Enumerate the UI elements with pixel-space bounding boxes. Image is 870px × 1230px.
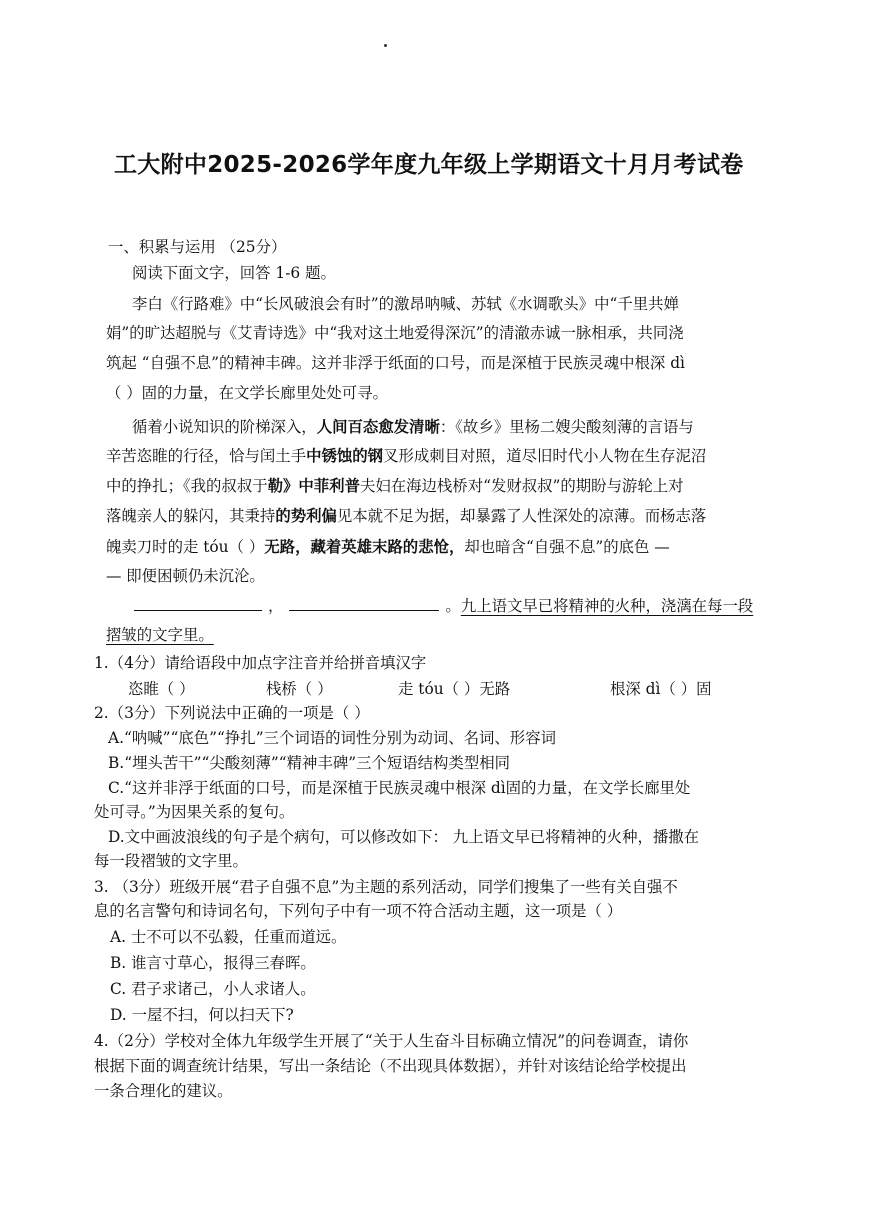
answer-blank[interactable] (134, 593, 262, 611)
passage-text: 见本就不足为据，却暴露了人性深处的凉薄。而杨志落 (336, 507, 707, 525)
q3-option-b: B. 谁言寸草心，报得三春晖。 (110, 954, 316, 972)
section-heading: 一、积累与运用 （25分） (108, 238, 287, 256)
q2-option-c: C.“这并非浮于纸面的口号，而是深植于民族灵魂中根深 dì固的力量，在文学长廊里处 (108, 779, 691, 797)
scan-dot (384, 44, 387, 47)
passage-text: 却也暗含“自强不息”的底色 — (464, 538, 670, 556)
passage-bold: 无路，藏着英雄末路的悲怆， (264, 538, 465, 556)
q3-option-a: A. 士不可以不弘毅，任重而道远。 (110, 928, 347, 946)
q1-item: 根深 dì（ ）固 (610, 680, 712, 698)
passage-line: 筑起 “自强不息”的精神丰碑。这并非浮于纸面的口号，而是深植于民族灵魂中根深 dì (106, 354, 685, 372)
question-3-stem-cont: 息的名言警句和诗词名句，下列句子中有一项不符合活动主题，这一项是（ ） (94, 902, 623, 920)
question-4-stem-cont: 根据下面的调查统计结果，写出一条结论（不出现具体数据），并针对该结论给学校提出 (94, 1057, 687, 1075)
section-intro: 阅读下面文字，回答 1-6 题。 (132, 264, 336, 282)
passage-text: 循着小说知识的阶梯深入， (132, 418, 317, 436)
q2-option-d-cont: 每一段褶皱的文字里。 (94, 852, 248, 870)
q1-item: 恣睢（ ） (128, 680, 195, 698)
passage-text: 落魄亲人的躲闪，其秉持 (106, 507, 276, 525)
passage-text: 叉形成刺目对照，道尽旧时代小人物在生存泥沼 (383, 447, 707, 465)
passage-text: 辛苦恣睢的行径，恰与闰土手 (106, 447, 307, 465)
q3-option-c: C. 君子求诸己，小人求诸人。 (110, 980, 316, 998)
passage-line (106, 443, 706, 469)
passage-line (132, 414, 694, 440)
question-2-stem: 2.（3分）下列说法中正确的一项是（ ） (94, 704, 370, 722)
passage-bold: 中锈蚀的钢 (306, 447, 384, 465)
question-3-stem: 3. （3分）班级开展“君子自强不息”为主题的系列活动，同学们搜集了一些有关自强不 (94, 878, 678, 896)
passage-line (106, 622, 214, 648)
q2-option-d: D.文中画波浪线的句子是个病句，可以修改如下： 九上语文早已将精神的火种，播撒在 (108, 828, 700, 846)
passage-line (106, 473, 684, 499)
passage-text: ：《故乡》里杨二嫂尖酸刻薄的言语与 (439, 418, 694, 436)
passage-text: 夫妇在海边栈桥对“发财叔叔”的期盼与游轮上对 (359, 477, 684, 495)
passage-text: 中的挣扎；《我的叔叔于 (106, 477, 268, 495)
question-1-stem: 1.（4分）请给语段中加点字注音并给拼音填汉字 (94, 654, 427, 672)
passage-text: 魄卖刀时的走 tóu（ ） (106, 538, 265, 556)
exam-title: 工大附中2025-2026学年度九年级上学期语文十月月考试卷 (114, 152, 744, 178)
wavy-underlined-sentence-end: 摺皱的文字里。 (106, 626, 214, 644)
passage-line: （ ）固的力量，在文学长廊里处处可寻。 (106, 384, 388, 402)
passage-line (106, 534, 670, 560)
q2-option-b: B.“埋头苦干”“尖酸刻薄”“精神丰碑”三个短语结构类型相同 (108, 754, 511, 772)
question-4-stem: 4.（2分）学校对全体九年级学生开展了“关于人生奋斗目标确立情况”的问卷调查，请你 (94, 1032, 689, 1050)
question-4-stem-cont: 一条合理化的建议。 (94, 1082, 233, 1100)
passage-bold: 人间百态愈发清晰 (316, 418, 440, 436)
wavy-underlined-sentence: 九上语文早已将精神的火种，浇漓在每一段 (460, 597, 754, 615)
question-1-items (128, 676, 712, 702)
q3-option-d: D. 一屋不扫，何以扫天下? (110, 1006, 294, 1024)
passage-bold: 勒》中菲利普 (267, 477, 360, 495)
passage-line (106, 503, 706, 529)
q2-option-c-cont: 处可寻。”为因果关系的复句。 (94, 803, 295, 821)
passage-line: 李白《行路难》中“长风破浪会有时”的激昂呐喊、苏轼《水调歌头》中“千里共婵 (132, 295, 679, 313)
q1-item: 栈桥（ ） (266, 680, 333, 698)
passage-line: — 即便困顿仍未沉沦。 (106, 567, 265, 585)
q2-option-a: A.“呐喊”“底色”“挣扎”三个词语的词性分别为动词、名词、形容词 (108, 729, 556, 747)
passage-bold: 的势利偏 (275, 507, 337, 525)
answer-blank[interactable] (289, 593, 439, 611)
q1-item: 走 tóu（ ）无路 (398, 680, 511, 698)
passage-line: 娟”的旷达超脱与《艾青诗选》中“我对这土地爱得深沉”的清澈赤诚一脉相承，共同浇 (106, 324, 684, 342)
passage-line: ， 。九上语文早已将精神的火种，浇漓在每一段 (128, 593, 753, 619)
